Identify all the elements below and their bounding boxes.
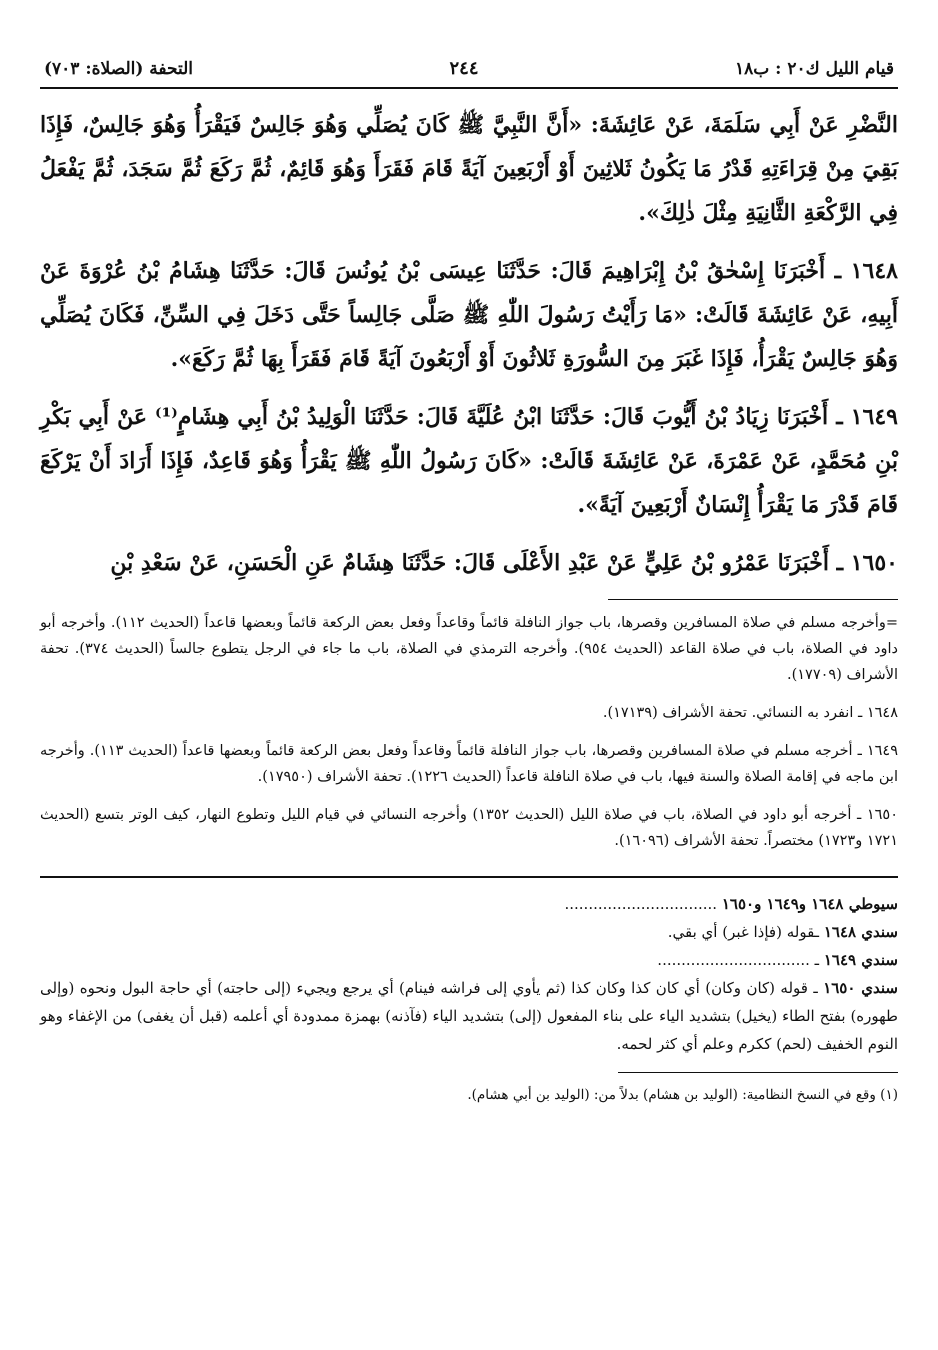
hadith-1648: ١٦٤٨ ـ أَخْبَرَنَا إِسْحٰقُ بْنُ إِبْرَاهِيمَ قَالَ: حَدَّثَنَا عِيسَى بْنُ يُونُسَ قَالَ: حَدَّثَنَا هِشَامُ بْنُ عُرْوَةَ عَنْ أَبِيهِ، عَنْ عَائِشَةَ قَالَتْ: «مَا رَأَيْتُ رَسُولَ اللّٰهِ ﷺ صَلَّى جَالِساً حَتَّى دَخَلَ فِي السِّنِّ، فَكَانَ يُصَلِّي وَهُوَ جَالِسٌ يَقْرَأُ، فَإِذَا غَبَرَ مِنَ السُّورَةِ ثَلاثُونَ أَوْ أَرْبَعُونَ آيَةً قَامَ فَقَرَأَ بِهَا ثُمَّ رَكَعَ».: [40, 258, 898, 372]
page: [40, 58, 898, 1107]
hadith-1649: ١٦٤٩ ـ أَخْبَرَنَا زِيَادُ بْنُ أَيُّوبَ قَالَ: حَدَّثَنَا ابْنُ عُلَيَّةَ قَالَ: حَدَّثَنَا الْوَلِيدُ بْنُ أَبِي هِشَامٍ⁽¹⁾ عَنْ أَبِي بَكْرِ بْنِ مُحَمَّدٍ، عَنْ عَمْرَةَ، عَنْ عَائِشَةَ قَالَتْ: «كَانَ رَسُولُ اللّٰهِ ﷺ يَقْرَأُ وَهُوَ قَاعِدٌ، فَإِذَا أَرَادَ أَنْ يَرْكَعَ قَامَ قَدْرَ مَا يَقْرَأُ إِنْسَانٌ أَرْبَعِينَ آيَةً».: [40, 404, 898, 518]
commentary-suyuti-label: سيوطي ١٦٤٨ و١٦٤٩ و١٦٥٠: [721, 895, 898, 913]
header-tuhfa-ref: التحفة (الصلاة: ٧٠٣): [44, 59, 194, 79]
editor-notes: [40, 1083, 898, 1107]
editor-note-1: (١) وقع في النسخ النظامية: (الوليد بن هشام) بدلاً من: (الوليد بن أبي هشام).: [467, 1087, 898, 1103]
commentary-sindi-1649-text: ـ: [814, 951, 824, 969]
hadith-continuation: النَّضْرِ عَنْ أَبِي سَلَمَةَ، عَنْ عَائِشَةَ: «أَنَّ النَّبِيَّ ﷺ كَانَ يُصَلِّي وَهُوَ جَالِسٌ فَيَقْرَأُ وَهُوَ جَالِسٌ، فَإِذَا بَقِيَ مِنْ قِرَاءَتِهِ قَدْرُ مَا يَكُونُ ثَلاثِينَ أَوْ أَرْبَعِينَ آيَةً قَامَ فَقَرَأَ وَهُوَ قَائِمٌ، ثُمَّ رَكَعَ ثُمَّ سَجَدَ، ثُمَّ يَفْعَلُ فِي الرَّكْعَةِ الثَّانِيَةِ مِثْلَ ذٰلِكَ».: [40, 112, 898, 226]
commentary-divider: [40, 876, 898, 878]
commentary-section: [40, 890, 898, 1058]
commentary-suyuti: [40, 890, 898, 918]
footnote-1650: ١٦٥٠ ـ أخرجه أبو داود في الصلاة، باب في صلاة الليل (الحديث ١٣٥٢) وأخرجه النسائي في قيام الليل وتطوع النهار، كيف الوتر بتسع (الحديث ١٧٢١ و١٧٢٣) مختصراً. تحفة الأشراف (١٦٠٩٦).: [40, 807, 898, 849]
commentary-sindi-1650-label: سندي ١٦٥٠: [823, 979, 898, 997]
running-header: [40, 58, 898, 89]
commentary-sindi-1650: [40, 974, 898, 1058]
commentary-dots: ................................: [657, 951, 810, 969]
note-divider: [618, 1072, 898, 1073]
hadith-text: [40, 103, 898, 585]
commentary-sindi-1649-label: سندي ١٦٤٩: [823, 951, 898, 969]
commentary-dots: ................................: [564, 895, 718, 913]
footnote-divider: [608, 599, 898, 600]
takhrij-footnotes: [40, 610, 898, 854]
footnote-1648: ١٦٤٨ ـ انفرد به النسائي. تحفة الأشراف (١٧١٣٩).: [602, 705, 898, 721]
page-number: ٢٤٤: [449, 58, 479, 79]
footnote-1649: ١٦٤٩ ـ أخرجه مسلم في صلاة المسافرين وقصرها، باب جواز النافلة قائماً وقاعداً وفعل بعض الركعة قائماً وبعضها قاعداً (الحديث ١١٣). وأخرجه ابن ماجه في إقامة الصلاة والسنة فيها، باب في صلاة النافلة قاعداً (الحديث ١٢٢٦). تحفة الأشراف (١٧٩٥٠).: [40, 743, 899, 785]
commentary-sindi-1648-label: سندي ١٦٤٨: [823, 923, 898, 941]
header-book-section: قيام الليل ك٢٠ : ب١٨: [734, 59, 894, 79]
hadith-1650: ١٦٥٠ ـ أَخْبَرَنَا عَمْرُو بْنُ عَلِيٍّ عَنْ عَبْدِ الأَعْلَى قَالَ: حَدَّثَنَا هِشَامٌ عَنِ الْحَسَنِ، عَنْ سَعْدِ بْنِ: [110, 550, 898, 576]
commentary-sindi-1649: [40, 946, 898, 974]
commentary-sindi-1650-text: ـ قوله (كان وكان) أي كان كذا وكان كذا (ثم يأوي إلى فراشه فينام) أي يرجع ويجيء (إلى حاجته) أي حاجة البول ونحوه (وإلى طهوره) بفتح الطاء (يخيل) بتشديد الياء على بناء المفعول (إلى) بتشديد الياء (فآذنه) بهمزة ممدودة أي أعلمه (قبل أن يغفى) من الإغفاء وهو النوم الخفيف (لحم) ككرم وعلم أي كثر لحمه.: [40, 979, 898, 1053]
footnote-continuation: =وأخرجه مسلم في صلاة المسافرين وقصرها، باب جواز النافلة قائماً وقاعداً وفعل بعض الركعة قائماً وبعضها قاعداً (الحديث ١١٢). وأخرجه أبو داود في الصلاة، باب في صلاة القاعد (الحديث ٩٥٤). وأخرجه الترمذي في الصلاة، باب ما جاء في الرجل يتطوع جالساً (الحديث ٣٧٤). تحفة الأشراف (١٧٧٠٩).: [40, 615, 898, 683]
commentary-sindi-1648-text: ـقوله (فإذا غبر) أي بقي.: [667, 923, 824, 941]
commentary-sindi-1648: [40, 918, 898, 946]
